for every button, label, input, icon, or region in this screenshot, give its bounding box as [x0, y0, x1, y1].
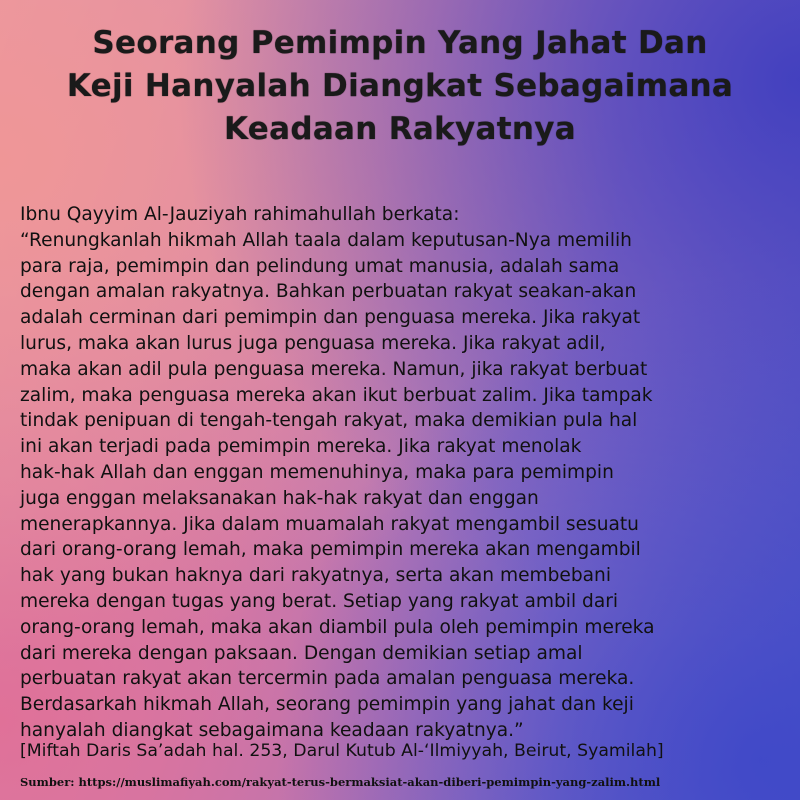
body-line: mereka dengan tugas yang berat. Setiap yang rakyat ambil dari	[20, 590, 619, 612]
source-url: Sumber: https://muslimafiyah.com/rakyat-terus-bermaksiat-akan-diberi-pemimpin-yang-zalim.html	[20, 775, 661, 789]
body-line: menerapkannya. Jika dalam muamalah rakyat mengambil sesuatu	[20, 513, 639, 535]
body-line: hanyalah diangkat sebagaimana keadaan rakyatnya.”	[20, 719, 524, 741]
body-line: ini akan terjadi pada pemimpin mereka. Jika rakyat menolak	[20, 436, 582, 458]
body-line: Ibnu Qayyim Al-Jauziyah rahimahullah berkata:	[20, 204, 460, 225]
reference-citation: [Miftah Daris Sa’adah hal. 253, Darul Kutub Al-‘Ilmiyyah, Beirut, Syamilah]	[20, 741, 664, 761]
quote-body	[20, 202, 792, 744]
body-line: dari orang-orang lemah, maka pemimpin mereka akan mengambil	[20, 539, 641, 561]
body-line: dengan amalan rakyatnya. Bahkan perbuatan rakyat seakan-akan	[20, 281, 637, 303]
body-line: perbuatan rakyat akan tercermin pada amalan penguasa mereka.	[20, 668, 635, 690]
body-line: adalah cerminan dari pemimpin dan penguasa mereka. Jika rakyat	[20, 307, 641, 329]
body-line: hak yang bukan haknya dari rakyatnya, serta akan membebani	[20, 565, 612, 587]
body-line: zalim, maka penguasa mereka akan ikut berbuat zalim. Jika tampak	[20, 384, 653, 406]
body-line: orang-orang lemah, maka akan diambil pula oleh pemimpin mereka	[20, 616, 655, 638]
body-line: juga enggan melaksanakan hak-hak rakyat dan enggan	[20, 487, 539, 509]
body-line: dari mereka dengan paksaan. Dengan demikian setiap amal	[20, 642, 583, 664]
body-line: maka akan adil pula penguasa mereka. Namun, jika rakyat berbuat	[20, 358, 648, 380]
title-line: Keji Hanyalah Diangkat Sebagaimana	[66, 68, 734, 104]
title-line: Seorang Pemimpin Yang Jahat Dan	[92, 25, 708, 61]
body-line: para raja, pemimpin dan pelindung umat manusia, adalah sama	[20, 255, 620, 277]
body-line: tindak penipuan di tengah-tengah rakyat, maka demikian pula hal	[20, 410, 638, 432]
title-line: Keadaan Rakyatnya	[224, 111, 576, 147]
body-line: “Renungkanlah hikmah Allah taala dalam keputusan-Nya memilih	[20, 229, 632, 251]
body-line: lurus, maka akan lurus juga penguasa mereka. Jika rakyat adil,	[20, 332, 606, 354]
body-line: hak-hak Allah dan enggan memenuhinya, maka para pemimpin	[20, 461, 614, 483]
quote-title	[20, 22, 780, 151]
body-line: Berdasarkah hikmah Allah, seorang pemimpin yang jahat dan keji	[20, 694, 634, 716]
